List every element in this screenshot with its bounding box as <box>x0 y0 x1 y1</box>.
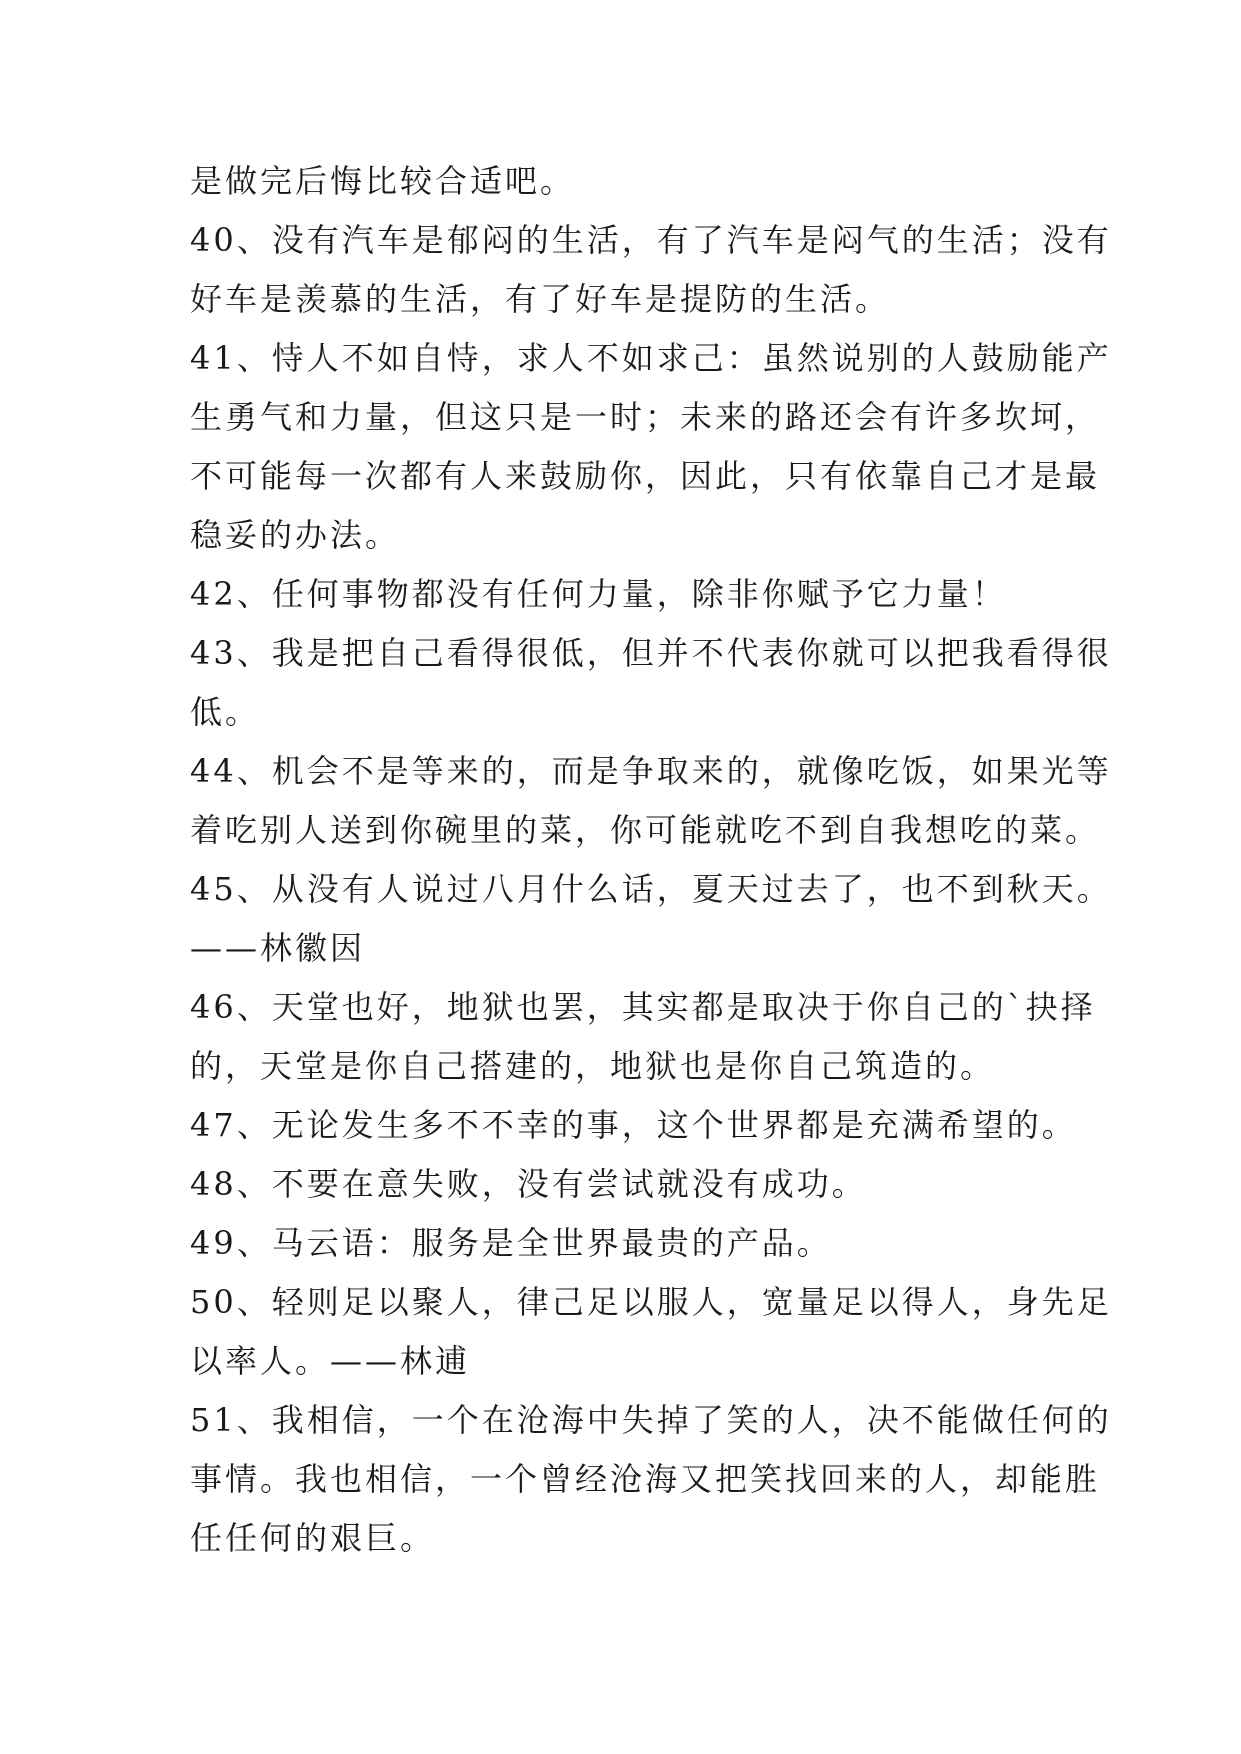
text-line: 50、轻则足以聚人，律己足以服人，宽量足以得人，身先足 <box>190 1283 1112 1321</box>
text-line: 不可能每一次都有人来鼓励你，因此，只有依靠自己才是最 <box>190 457 1101 495</box>
text-line: 44、机会不是等来的，而是争取来的，就像吃饭，如果光等 <box>190 752 1112 790</box>
text-line: 好车是羡慕的生活，有了好车是提防的生活。 <box>190 280 891 318</box>
text-line: 是做完后悔比较合适吧。 <box>190 162 576 200</box>
text-line: 47、无论发生多不不幸的事，这个世界都是充满希望的。 <box>190 1106 1077 1144</box>
text-line: 以率人。——林逋 <box>190 1342 471 1380</box>
text-line: 着吃别人送到你碗里的菜，你可能就吃不到自我想吃的菜。 <box>190 811 1101 849</box>
text-line: ——林徽因 <box>190 929 366 967</box>
text-line: 40、没有汽车是郁闷的生活，有了汽车是闷气的生活；没有 <box>190 221 1112 259</box>
text-line: 的，天堂是你自己搭建的，地狱也是你自己筑造的。 <box>190 1047 996 1085</box>
text-line: 事情。我也相信，一个曾经沧海又把笑找回来的人，却能胜 <box>190 1460 1101 1498</box>
text-line: 低。 <box>190 693 261 731</box>
text-line: 41、恃人不如自恃，求人不如求己：虽然说别的人鼓励能产 <box>190 339 1112 377</box>
text-line: 生勇气和力量，但这只是一时；未来的路还会有许多坎坷， <box>190 398 1101 436</box>
text-line: 46、天堂也好，地狱也罢，其实都是取决于你自己的`抉择 <box>190 988 1096 1026</box>
document-body <box>190 152 1112 1568</box>
text-line: 45、从没有人说过八月什么话，夏天过去了，也不到秋天。 <box>190 870 1112 908</box>
text-line: 42、任何事物都没有任何力量，除非你赋予它力量！ <box>190 575 1007 613</box>
text-line: 51、我相信，一个在沧海中失掉了笑的人，决不能做任何的 <box>190 1401 1112 1439</box>
text-line: 48、不要在意失败，没有尝试就没有成功。 <box>190 1165 867 1203</box>
text-line: 49、马云语：服务是全世界最贵的产品。 <box>190 1224 832 1262</box>
text-line: 43、我是把自己看得很低，但并不代表你就可以把我看得很 <box>190 634 1112 672</box>
text-line: 任任何的艰巨。 <box>190 1519 436 1557</box>
text-line: 稳妥的办法。 <box>190 516 401 554</box>
